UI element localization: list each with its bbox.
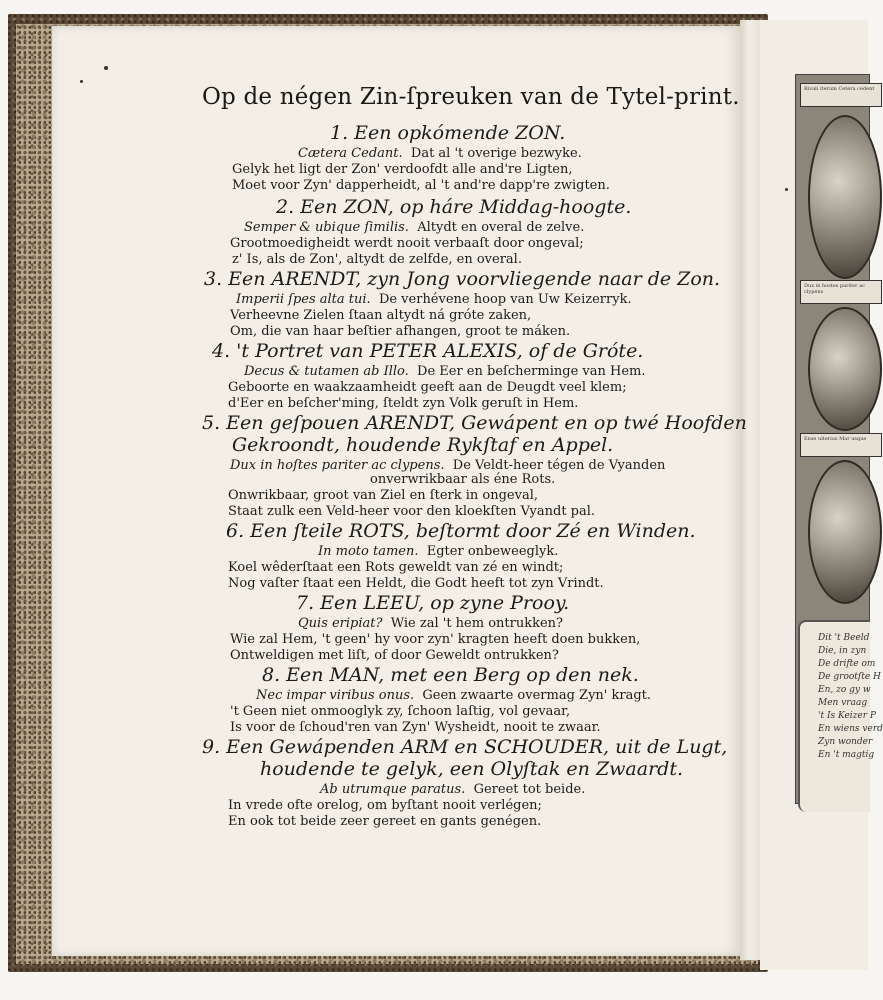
section-heading: 9. Een Gewápenden ARM en SCHOUDER, uit de Lugt, (202, 736, 728, 758)
scroll-line: En wiens verd (818, 724, 883, 734)
section-heading: 5. Een geſpouen ARENDT, Gewápent en op twé Hoofden (202, 412, 747, 434)
motto-dutch: Altydt en overal de zelve. (417, 220, 585, 235)
section-motto (236, 292, 632, 307)
section-verse: En ook tot beide zeer gereet en gants genégen. (228, 814, 542, 829)
plate-medallion (808, 460, 882, 604)
section-heading-continued: Gekroondt, houdende Rykſtaf en Appel. (232, 434, 614, 456)
section-verse: d'Eer en beſcher'ming, ſteldt zyn Volk geruſt in Hem. (228, 396, 579, 411)
motto-dutch: De verhévene hoop van Uw Keizerryk. (378, 292, 632, 307)
plate-banner-text: Dux in hostes pariter ac clypens (804, 283, 865, 295)
ink-speck (104, 66, 108, 70)
motto-dutch: De Veldt-heer tégen de Vyanden (452, 458, 666, 473)
section-motto (244, 220, 584, 235)
section-verse: Verheevne Zielen ſtaan altydt ná gróte zaken, (230, 308, 532, 323)
motto-latin: Ab utrumque paratus. (320, 782, 466, 797)
plate-scroll (798, 620, 883, 812)
section-motto (256, 688, 651, 703)
section-motto-continued: onverwrikbaar als éne Rots. (370, 472, 556, 487)
plate-medallion (808, 307, 882, 431)
scroll-line: Dit 't Beeld (818, 633, 870, 643)
scroll-line: De grootſte H (818, 672, 881, 682)
plate-banner-text: Ense ulterius Mar usque (804, 436, 867, 442)
section-verse: Grootmoedigheidt werdt nooit verbaaſt door ongeval; (230, 236, 584, 251)
scroll-line: Die, in zyn (818, 646, 867, 656)
section-verse: In vrede ofte orelog, om byſtant nooit verlégen; (228, 798, 542, 813)
motto-dutch: Egter onbeweeglyk. (426, 544, 559, 559)
motto-latin: Decus & tutamen ab Illo. (244, 364, 409, 379)
motto-dutch: Wie zal 't hem ontrukken? (390, 616, 564, 631)
motto-latin: In moto tamen. (318, 544, 419, 559)
motto-dutch: Gereet tot beide. (473, 782, 586, 797)
scroll-line: Zyn wonder (818, 737, 873, 747)
book-gutter (740, 20, 762, 960)
section-heading: 7. Een LEEU, op zyne Prooy. (296, 592, 570, 614)
ink-speck (785, 188, 788, 191)
scroll-line: De drifte om (818, 659, 876, 669)
motto-latin: Cætera Cedant. (298, 146, 403, 161)
section-motto (244, 364, 646, 379)
plate-medallion (808, 115, 882, 279)
motto-latin: Imperii ſpes alta tui. (236, 292, 371, 307)
motto-latin: Semper & ubique ſimilis. (244, 220, 409, 235)
section-verse: Om, die van haar beſtier afhangen, groot te máken. (230, 324, 571, 339)
section-verse: Ontweldigen met liſt, of door Geweldt ontrukken? (230, 648, 559, 663)
plate-banner-text: Rivali iterum Cetera cedent (804, 86, 875, 92)
section-verse: Staat zulk een Veld-heer voor den kloekſten Vyandt pal. (228, 504, 596, 519)
section-heading: 1. Een opkómende ZON. (330, 122, 566, 144)
section-heading: 8. Een MAN, met een Berg op den nek. (262, 664, 639, 686)
scroll-line: En 't magtig (818, 750, 875, 760)
motto-latin: Dux in hoſtes pariter ac clypens. (230, 458, 445, 473)
motto-dutch: Geen zwaarte overmag Zyn' kragt. (422, 688, 652, 703)
plate-banner (800, 280, 882, 304)
page-title: Op de négen Zin-ſpreuken van de Tytel-print. (202, 84, 740, 110)
section-motto (298, 616, 563, 631)
section-verse: Wie zal Hem, 't geen' hy voor zyn' kragten heeft doen bukken, (230, 632, 641, 647)
section-heading: 4. 't Portret van PETER ALEXIS, of de Gróte. (212, 340, 644, 362)
motto-latin: Nec impar viribus onus. (256, 688, 415, 703)
plate-banner (800, 433, 882, 457)
motto-dutch: Dat al 't overige bezwyke. (410, 146, 582, 161)
section-verse: 't Geen niet onmooglyk zy, ſchoon laſtig, vol gevaar, (230, 704, 571, 719)
plate-banner (800, 83, 882, 107)
section-heading: 2. Een ZON, op háre Middag-hoogte. (276, 196, 632, 218)
section-verse: Gelyk het ligt der Zon' verdoofdt alle and're Ligten, (232, 162, 573, 177)
scroll-line: 't Is Keizer P (818, 711, 876, 721)
ink-speck (80, 80, 83, 83)
scroll-line: Men vraag (818, 698, 868, 708)
section-verse: Koel wêderſtaat een Rots geweldt van zé en windt; (228, 560, 564, 575)
section-verse: Moet voor Zyn' dapperheidt, al 't and're dapp're zwigten. (232, 178, 610, 193)
section-verse: Is voor de ſchoud'ren van Zyn' Wysheidt, nooit te zwaar. (230, 720, 601, 735)
section-verse: Geboorte en waakzaamheidt geeft aan de Deugdt veel klem; (228, 380, 627, 395)
section-heading: 3. Een ARENDT, zyn Jong voorvliegende naar de Zon. (204, 268, 721, 290)
section-heading-continued: houdende te gelyk, een Olyſtak en Zwaardt. (260, 758, 683, 780)
section-motto (230, 458, 665, 473)
motto-dutch: De Eer en beſcherminge van Hem. (417, 364, 646, 379)
scroll-line: En, zo gy w (818, 685, 871, 695)
section-verse: z' Is, als de Zon', altydt de zelfde, en overal. (232, 252, 522, 267)
motto-latin: Quis eripiat? (298, 616, 383, 631)
section-motto (318, 544, 558, 559)
section-verse: Onwrikbaar, groot van Ziel en ſterk in ongeval, (228, 488, 539, 503)
section-heading: 6. Een ſteile ROTS, beſtormt door Zé en Winden. (226, 520, 696, 542)
section-motto (320, 782, 585, 797)
section-motto (298, 146, 582, 161)
section-verse: Nog vaſter ſtaat een Heldt, die Godt heeft tot zyn Vrindt. (228, 576, 604, 591)
